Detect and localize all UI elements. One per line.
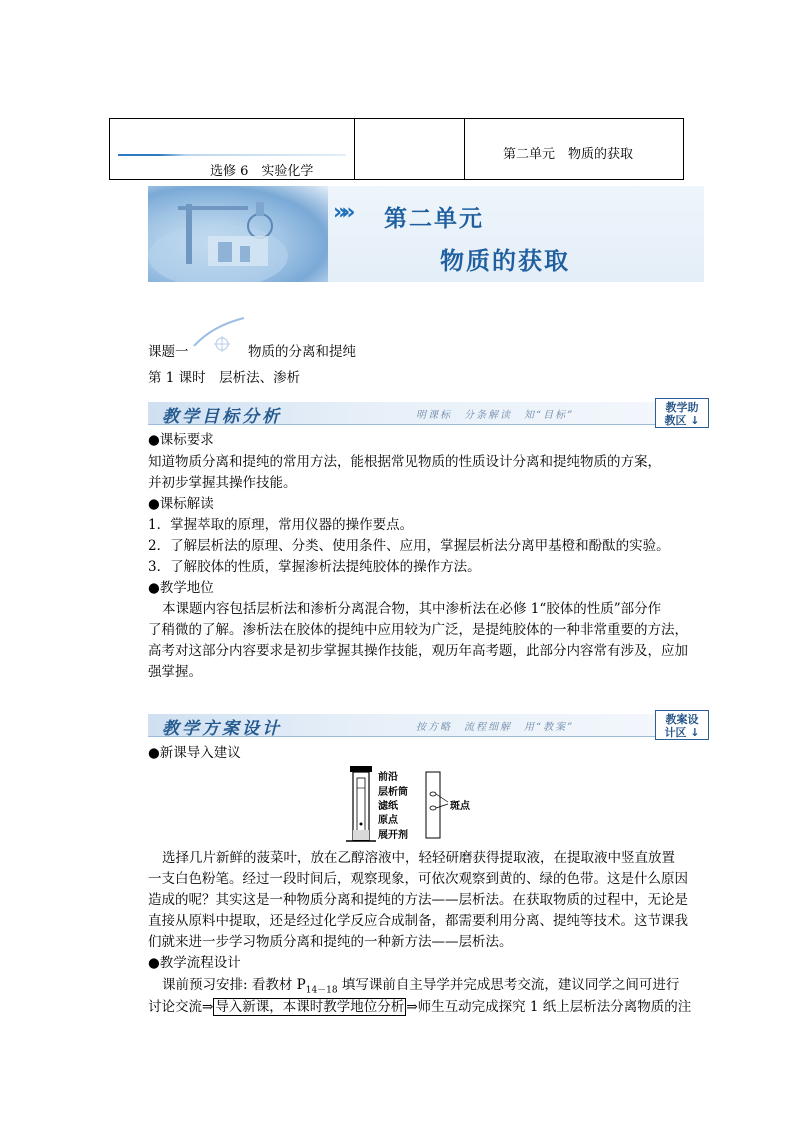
section-bar-goals <box>148 402 660 425</box>
heading-flow: ● 教学流程设计 <box>148 953 241 974</box>
flow-line1-a: 课前预习安排: 看教材 P <box>162 977 306 993</box>
status-line4: 强掌握。 <box>148 664 202 680</box>
section-title-plan: 教学方案设计 <box>162 719 282 739</box>
section-title-goals: 教学目标分析 <box>162 407 282 427</box>
section-tag-goals-line2: 教区 ↓ <box>664 414 700 427</box>
section-tag-plan <box>655 710 709 740</box>
course-name: 选修 6 实验化学 <box>210 164 314 179</box>
header-cell-course <box>110 119 355 179</box>
flow-boxed-step: 导入新课，本课时教学地位分析 <box>215 999 405 1015</box>
section-motto-goals: 明课标 分条解读 知“目标” <box>416 410 575 421</box>
chromatography-figure <box>340 764 480 844</box>
lesson-title: 第 1 课时 层析法、渗析 <box>148 370 301 386</box>
curriculum-read-item-1: 1．掌握萃取的原理，常用仪器的操作要点。 <box>148 517 414 533</box>
intro-line2: 一支白色粉笔。经过一段时间后，观察现象，可依次观察到黄的、绿的色带。这是什么原因 <box>148 871 688 887</box>
label-front: 前沿 <box>378 772 398 783</box>
status-line2: 了稍微的了解。渗析法在胶体的提纯中应用较为广泛，是提纯胶体的一种非常重要的方法， <box>148 622 688 638</box>
heading-teaching-status: ● 教学地位 <box>148 578 214 599</box>
topic-label: 课题一 <box>148 344 189 360</box>
banner-title-line2: 物质的获取 <box>440 247 570 275</box>
banner-title-line1: 第二单元 <box>384 206 484 232</box>
label-spot: 斑点 <box>450 801 470 812</box>
header-cell-unit <box>465 119 683 179</box>
lab-equipment-sketch <box>148 186 328 282</box>
label-solvent: 展开剂 <box>378 830 408 841</box>
heading-curriculum-req: ● 课标要求 <box>148 430 214 451</box>
section-tag-plan-line2: 计区 ↓ <box>664 726 700 739</box>
flow-page-range: 14－18 <box>305 985 338 996</box>
unit-banner <box>148 186 704 282</box>
flow-line2-b: ⇒师生互动完成探究 1 纸上层析法分离物质的注 <box>406 999 692 1015</box>
intro-line5: 们就来进一步学习物质分离和提纯的一种新方法——层析法。 <box>148 934 513 950</box>
status-line1: 本课题内容包括层析法和渗析分离混合物，其中渗析法在必修 1“胶体的性质”部分作 <box>162 601 662 617</box>
header-table <box>109 118 684 180</box>
status-line3: 高考对这部分内容要求是初步掌握其操作技能，观历年高考题，此部分内容常有涉及，应加 <box>148 643 688 659</box>
label-paper: 滤纸 <box>378 801 398 812</box>
label-origin: 原点 <box>378 815 398 826</box>
curriculum-req-line1: 知道物质分离和提纯的常用方法，能根据常见物质的性质设计分离和提纯物质的方案， <box>148 454 661 470</box>
intro-line4: 直接从原料中提取，还是经过化学反应合成制备，都需要利用分离、提纯等技术。这节课我 <box>148 913 688 929</box>
intro-line3: 造成的呢？其实这是一种物质分离和提纯的方法——层析法。在获取物质的过程中，无论是 <box>148 892 688 908</box>
curriculum-read-item-2: 2．了解层析法的原理、分类、使用条件、应用，掌握层析法分离甲基橙和酚酞的实验。 <box>148 538 670 554</box>
flow-line2-a: 讨论交流⇒ <box>148 999 214 1015</box>
topic-title: 物质的分离和提纯 <box>248 344 356 360</box>
section-tag-goals <box>655 398 709 428</box>
header-accent-line <box>118 154 346 156</box>
header-cell-empty <box>355 119 465 179</box>
curriculum-read-item-3: 3．了解胶体的性质，掌握渗析法提纯胶体的操作方法。 <box>148 559 481 575</box>
lab-equipment-image <box>148 186 328 282</box>
target-swoosh-icon <box>192 316 246 358</box>
flow-line1-b: 填写课前自主导学并完成思考交流，建议同学之间可进行 <box>337 977 680 993</box>
flow-line2 <box>148 997 691 1018</box>
section-tag-plan-line1: 教案设 <box>665 713 699 726</box>
unit-name: 第二单元 物质的获取 <box>503 147 634 162</box>
section-tag-goals-line1: 教学助 <box>665 401 699 414</box>
section-motto-plan: 按方略 流程细解 用“教案” <box>416 722 575 733</box>
heading-intro: ● 新课导入建议 <box>148 743 241 764</box>
intro-line1: 选择几片新鲜的菠菜叶，放在乙醇溶液中，轻轻研磨获得提取液，在提取液中竖直放置 <box>162 850 675 866</box>
chevron-icon: »» <box>333 200 350 225</box>
section-bar-plan <box>148 714 660 737</box>
curriculum-req-line2: 并初步掌握其操作技能。 <box>148 475 297 491</box>
heading-curriculum-read: ● 课标解读 <box>148 494 214 515</box>
label-tube: 层析筒 <box>378 787 408 798</box>
